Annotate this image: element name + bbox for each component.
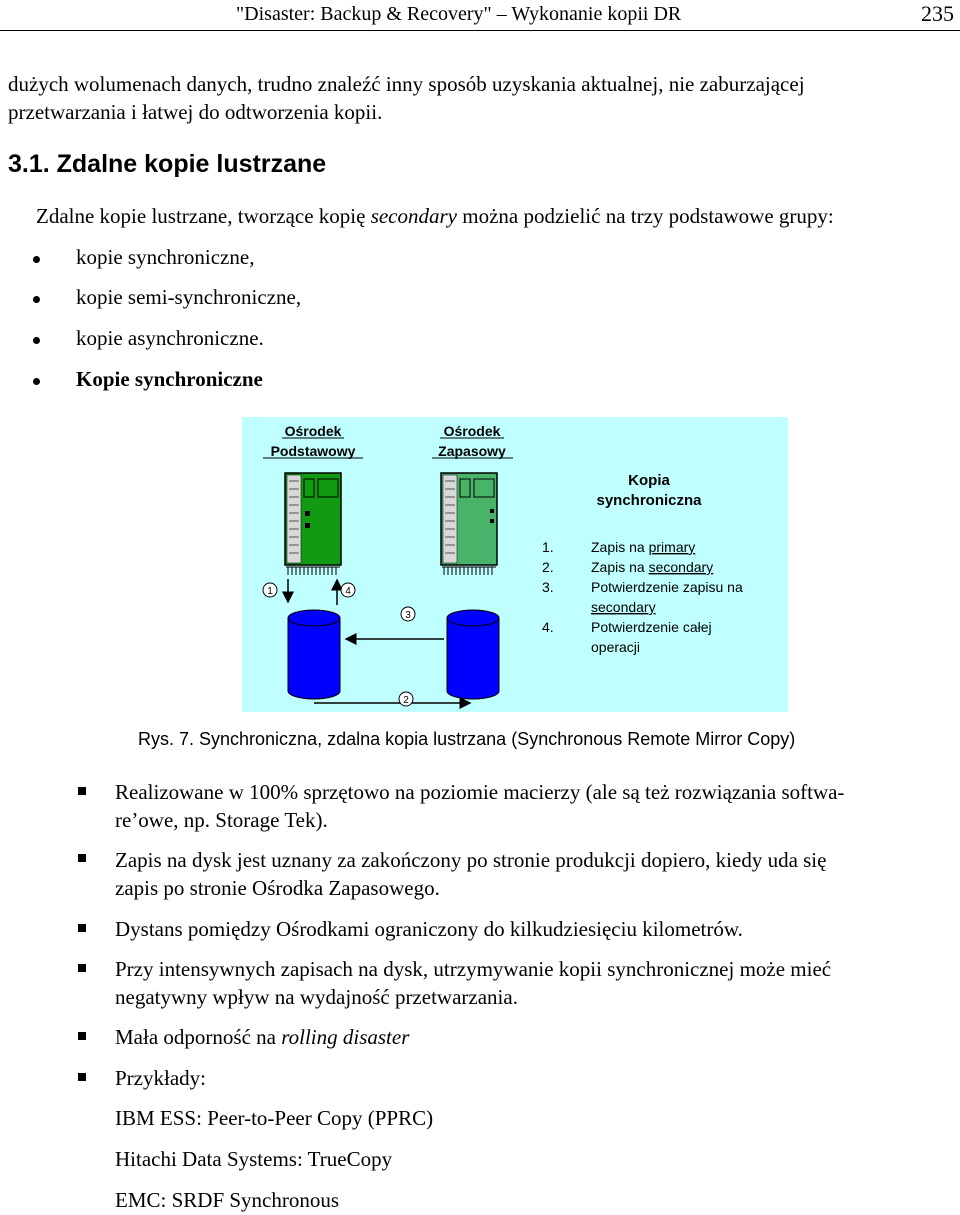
svg-text:4: 4 — [345, 586, 351, 597]
svg-text:1: 1 — [267, 586, 273, 597]
page-number: 235 — [921, 1, 954, 26]
example-item: Hitachi Data Systems: TrueCopy — [115, 1147, 393, 1171]
point-2-line-2: zapis po stronie Ośrodka Zapasowego. — [115, 876, 440, 900]
sync-copy-diagram — [242, 417, 788, 712]
intro-line-2: przetwarzania i łatwej do odtworzenia kopii. — [8, 100, 383, 124]
svg-text:operacji: operacji — [591, 639, 641, 655]
example-item: IBM ESS: Peer-to-Peer Copy (PPRC) — [115, 1106, 434, 1130]
bullet-dot — [33, 256, 40, 263]
point-1-line-2: re’owe, np. Storage Tek). — [115, 808, 328, 832]
secondary-server-icon — [441, 473, 497, 575]
figure-caption: Rys. 7. Synchroniczna, zdalna kopia lustrzana (Synchronous Remote Mirror Copy) — [138, 729, 796, 749]
square-bullet — [78, 964, 86, 972]
svg-text:Potwierdzenie całej: Potwierdzenie całej — [591, 619, 712, 635]
bullet-dot — [33, 378, 40, 385]
svg-text:2.: 2. — [542, 559, 554, 575]
primary-site-label-2: Podstawowy — [270, 443, 356, 459]
secondary-site-label-2: Zapasowy — [438, 443, 506, 459]
header-title: "Disaster: Backup & Recovery" – Wykonanie kopii DR — [236, 3, 682, 25]
bullet-dot — [33, 337, 40, 344]
square-bullet — [78, 1073, 86, 1081]
svg-text:4.: 4. — [542, 619, 554, 635]
copy-title-1: Kopia — [628, 472, 670, 489]
lead-paragraph: Zdalne kopie lustrzane, tworzące kopię secondary można podzielić na trzy podstawowe grupy: — [36, 204, 834, 228]
point-5: Mała odporność na rolling disaster — [115, 1025, 410, 1049]
section-title: 3.1. Zdalne kopie lustrzane — [8, 150, 327, 178]
primary-site-label-1: Ośrodek — [284, 423, 342, 439]
svg-text:Zapis na secondary: Zapis na secondary — [591, 559, 714, 575]
svg-text:secondary: secondary — [591, 599, 656, 615]
steps-list — [542, 539, 743, 655]
svg-text:Potwierdzenie zapisu na: Potwierdzenie zapisu na — [591, 579, 743, 595]
point-3: Dystans pomiędzy Ośrodkami ograniczony do kilkudziesięciu kilometrów. — [115, 917, 743, 941]
point-2-line-1: Zapis na dysk jest uznany za zakończony po stronie produkcji dopiero, kiedy uda się — [115, 848, 827, 872]
secondary-disk-icon — [447, 610, 499, 699]
group-item: kopie semi-synchroniczne, — [76, 285, 302, 309]
secondary-site-label-1: Ośrodek — [443, 423, 501, 439]
square-bullet — [78, 924, 86, 932]
primary-disk-icon — [288, 610, 340, 699]
bullet-dot — [33, 296, 40, 303]
square-bullet — [78, 787, 86, 795]
square-bullet — [78, 1032, 86, 1040]
point-4-line-2: negatywny wpływ na wydajność przetwarzania. — [115, 985, 518, 1009]
step-marker-1 — [263, 583, 277, 597]
group-item: kopie asynchroniczne. — [76, 326, 264, 350]
step-marker-4 — [341, 583, 355, 597]
point-6: Przykłady: — [115, 1066, 206, 1090]
svg-text:3: 3 — [405, 610, 411, 621]
primary-server-icon — [285, 473, 341, 575]
page-header — [0, 0, 960, 31]
svg-text:Zapis na primary: Zapis na primary — [591, 539, 696, 555]
square-bullet — [78, 854, 86, 862]
svg-text:3.: 3. — [542, 579, 554, 595]
point-4-line-1: Przy intensywnych zapisach na dysk, utrzymywanie kopii synchronicznej może mieć — [115, 957, 832, 981]
svg-text:1.: 1. — [542, 539, 554, 555]
intro-line-1: dużych wolumenach danych, trudno znaleźć inny sposób uzyskania aktualnej, nie zaburzającej — [8, 72, 805, 96]
example-item: EMC: SRDF Synchronous — [115, 1188, 340, 1212]
step-marker-2 — [399, 692, 413, 706]
group-item: kopie synchroniczne, — [76, 245, 255, 269]
copy-title-2: synchroniczna — [596, 492, 702, 509]
step-marker-3 — [401, 607, 415, 621]
subheading: Kopie synchroniczne — [76, 367, 263, 391]
point-1-line-1: Realizowane w 100% sprzętowo na poziomie macierzy (ale są też rozwiązania softwa- — [115, 780, 845, 804]
svg-text:2: 2 — [403, 695, 409, 706]
